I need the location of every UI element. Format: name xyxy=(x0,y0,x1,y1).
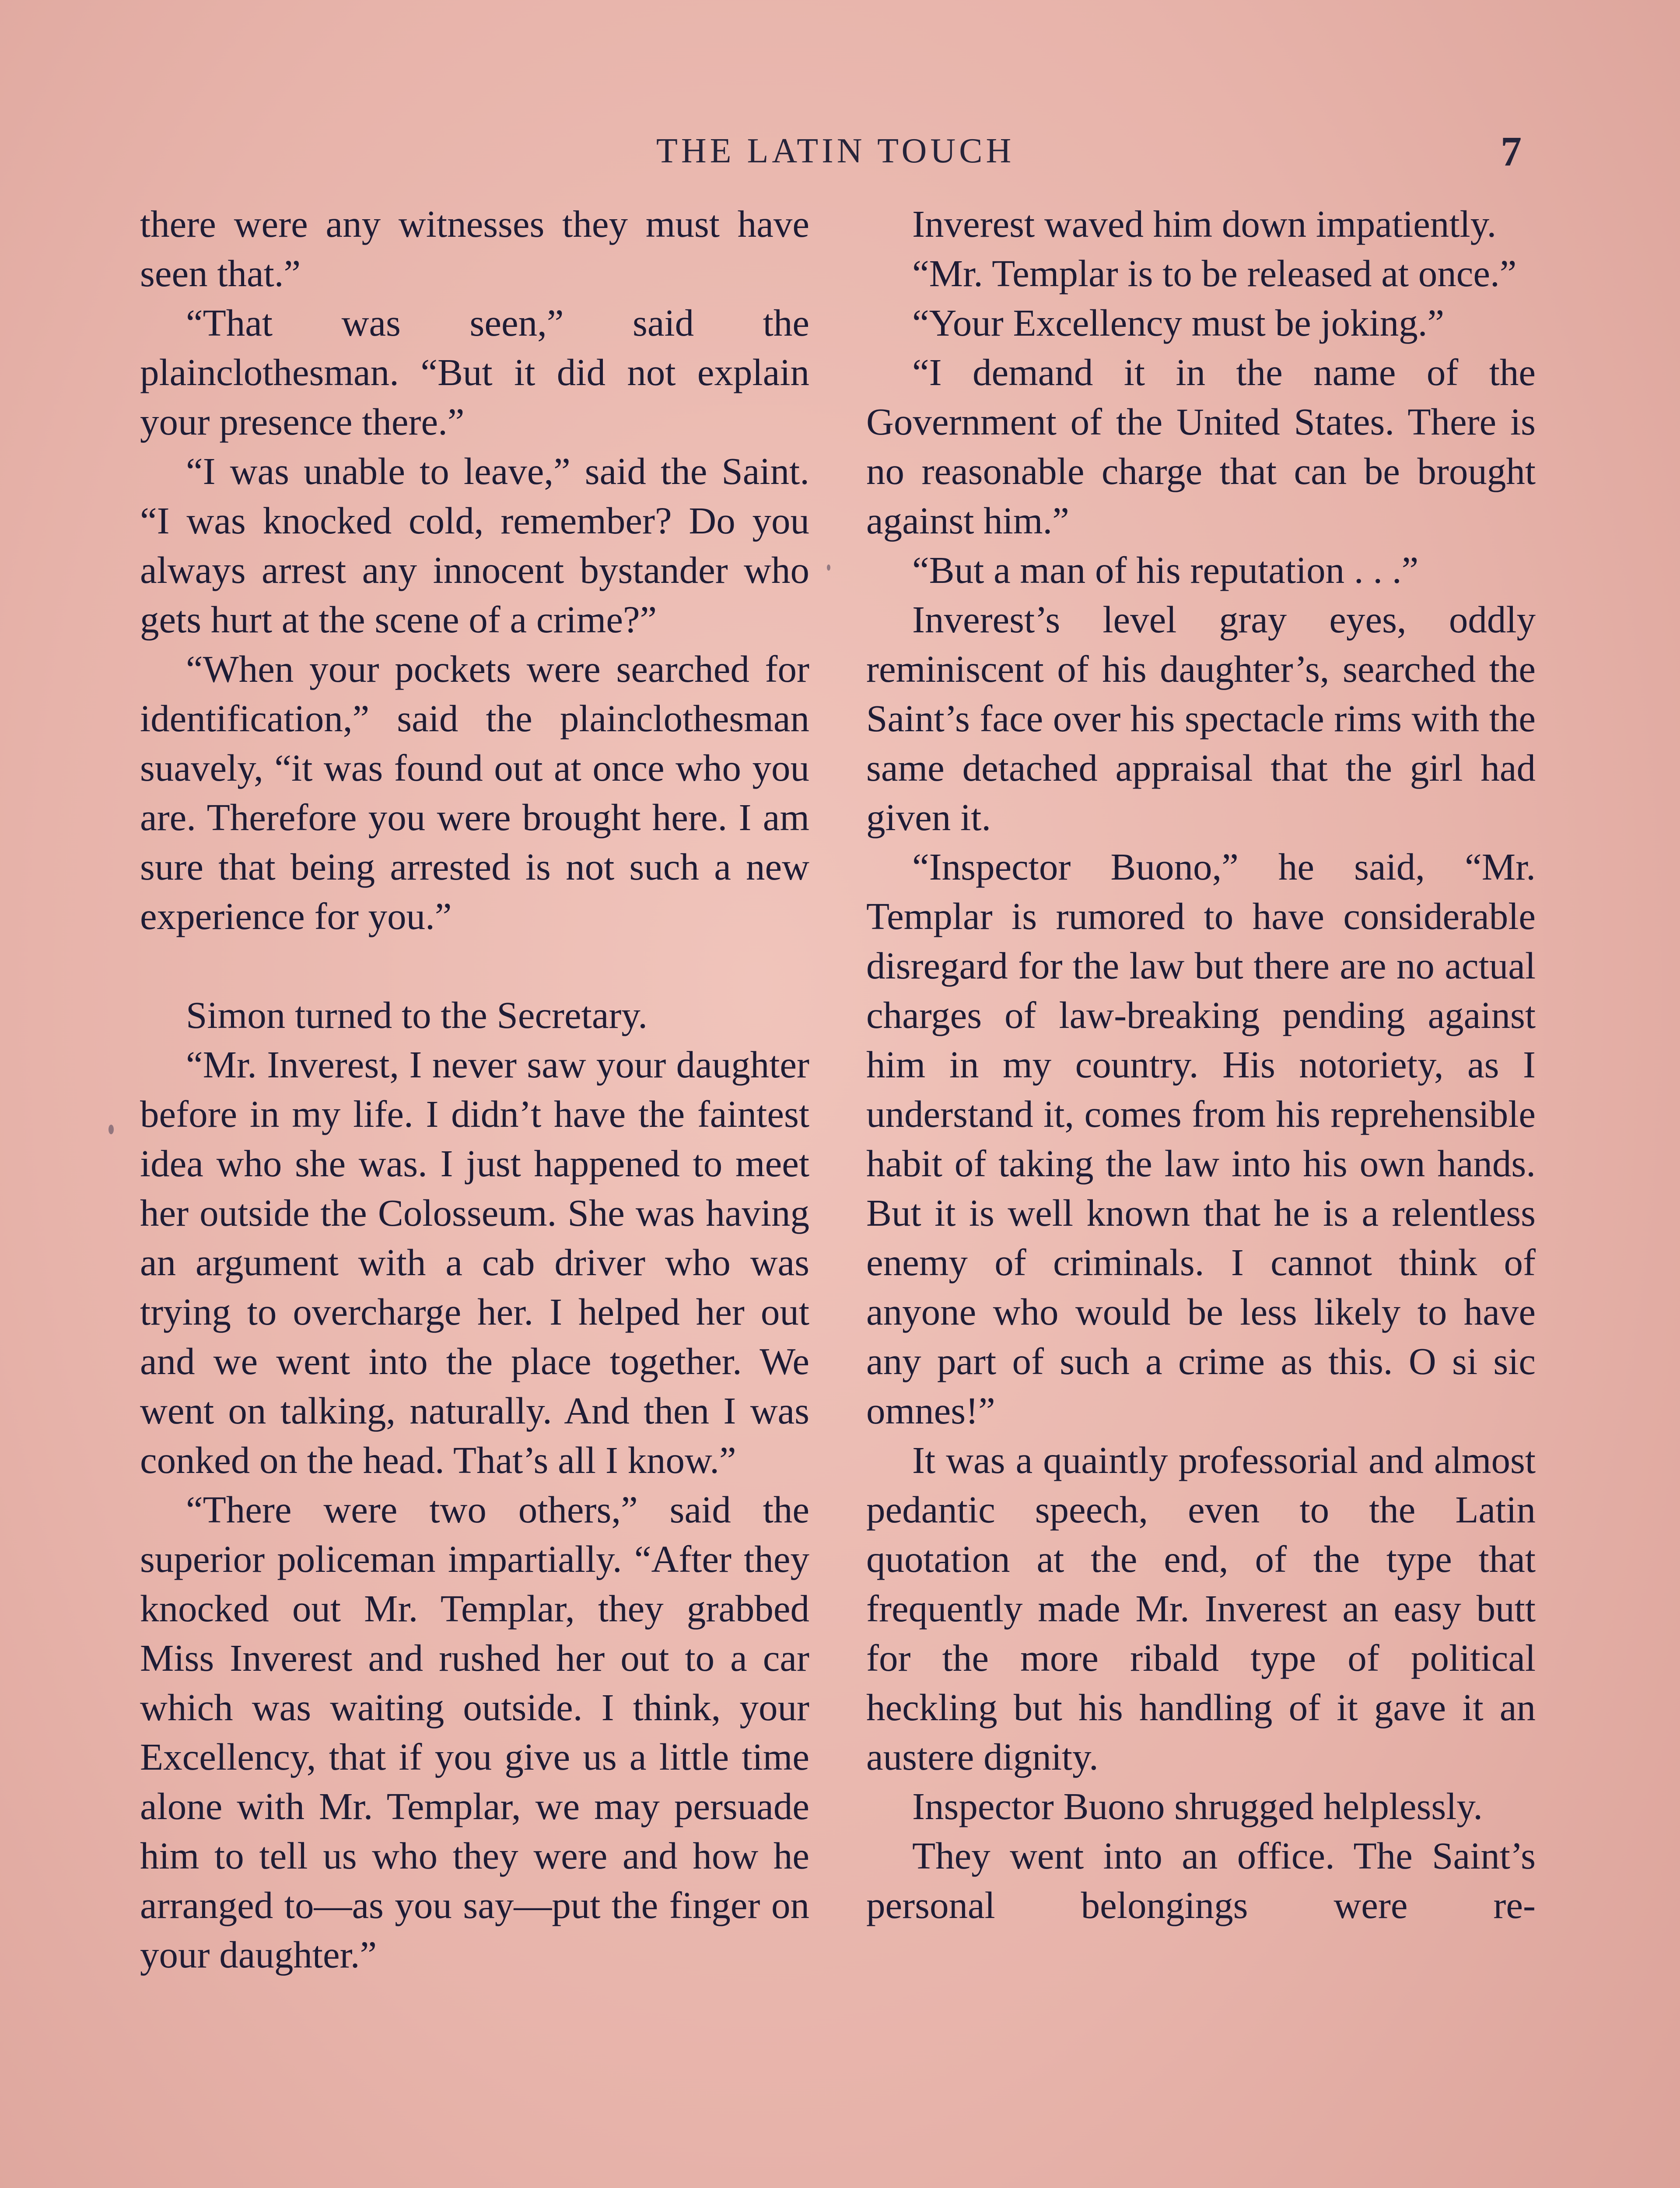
paragraph: Simon turned to the Secretary. xyxy=(186,994,648,1036)
paragraph: “Mr. Templar is to be released at once.” xyxy=(912,252,1517,295)
paragraph: It was a quaintly professorial and almost pedantic speech, even to the Latin quotation at the end, of the type that frequently made Mr. Inverest an easy butt for the more ribald type of political heckling but his handling of it gave it an austere dignity. xyxy=(866,1439,1536,1778)
paragraph: Inverest waved him down impatiently. xyxy=(912,203,1497,245)
paragraph: “I demand it in the name of the Government of the United States. There is no reasonable charge that can be brought against him.” xyxy=(866,351,1536,542)
paragraph: “Inspector Buono,” he said, “Mr. Templar is rumored to have considerable disregard for the law but there are no actual charges of law-breaking pending against him in my country. His notoriety, as I understand it, comes from his reprehensible habit of taking the law into his own hands. But it is well known that he is a relentless enemy of criminals. I cannot think of anyone who would be less likely to have any part of such a crime as this. O si sic omnes!” xyxy=(866,845,1536,1432)
paragraph: “Your Excellency must be joking.” xyxy=(912,302,1445,344)
paragraph: “That was seen,” said the plainclothesman. “But it did not explain your presence there.” xyxy=(140,302,809,443)
running-head: THE LATIN TOUCH xyxy=(656,132,1015,170)
paper-speck xyxy=(108,1125,114,1134)
page-number: 7 xyxy=(1501,128,1522,175)
paragraph: “Mr. Inverest, I never saw your daughter before in my life. I didn’t have the faintest idea who she was. I just happened to meet her outside the Colosseum. She was having an argument with a cab driver who was trying to overcharge her. I helped her out and we went into the place together. We went on talking, naturally. And then I was conked on the head. That’s all I know.” xyxy=(140,1043,809,1481)
paper-speck xyxy=(827,565,830,571)
paragraph: “When your pockets were searched for identification,” said the plainclothesman suavely, “it was found out at once who you are. Therefore you were brought here. I am sure that being arrested is not such a new experience for you.” xyxy=(140,648,809,937)
left-column xyxy=(140,199,809,1979)
right-column xyxy=(866,199,1536,1930)
paragraph: “There were two others,” said the superior policeman impartially. “After they knocked out Mr. Templar, they grabbed Miss Inverest and rushed her out to a car which was waiting outside. I think, your Excellency, that if you give us a little time alone with Mr. Templar, we may persuade him to tell us who they were and how he arranged to—as you say—put the finger on your daughter.” xyxy=(140,1488,809,1976)
paragraph: They went into an office. The Saint’s personal belongings were re- xyxy=(866,1834,1536,1926)
paragraph: Inverest’s level gray eyes, oddly reminiscent of his daughter’s, searched the Saint’s face over his spectacle rims with the same detached appraisal that the girl had given it. xyxy=(866,598,1536,838)
page-header xyxy=(0,127,1680,179)
paragraph: “I was unable to leave,” said the Saint. “I was knocked cold, remember? Do you always arrest any innocent bystander who gets hurt at the scene of a crime?” xyxy=(140,450,809,641)
paragraph: “But a man of his reputation . . .” xyxy=(912,549,1419,591)
paragraph: Inspector Buono shrugged helplessly. xyxy=(912,1785,1483,1827)
paragraph: there were any witnesses they must have seen that.” xyxy=(140,203,809,295)
